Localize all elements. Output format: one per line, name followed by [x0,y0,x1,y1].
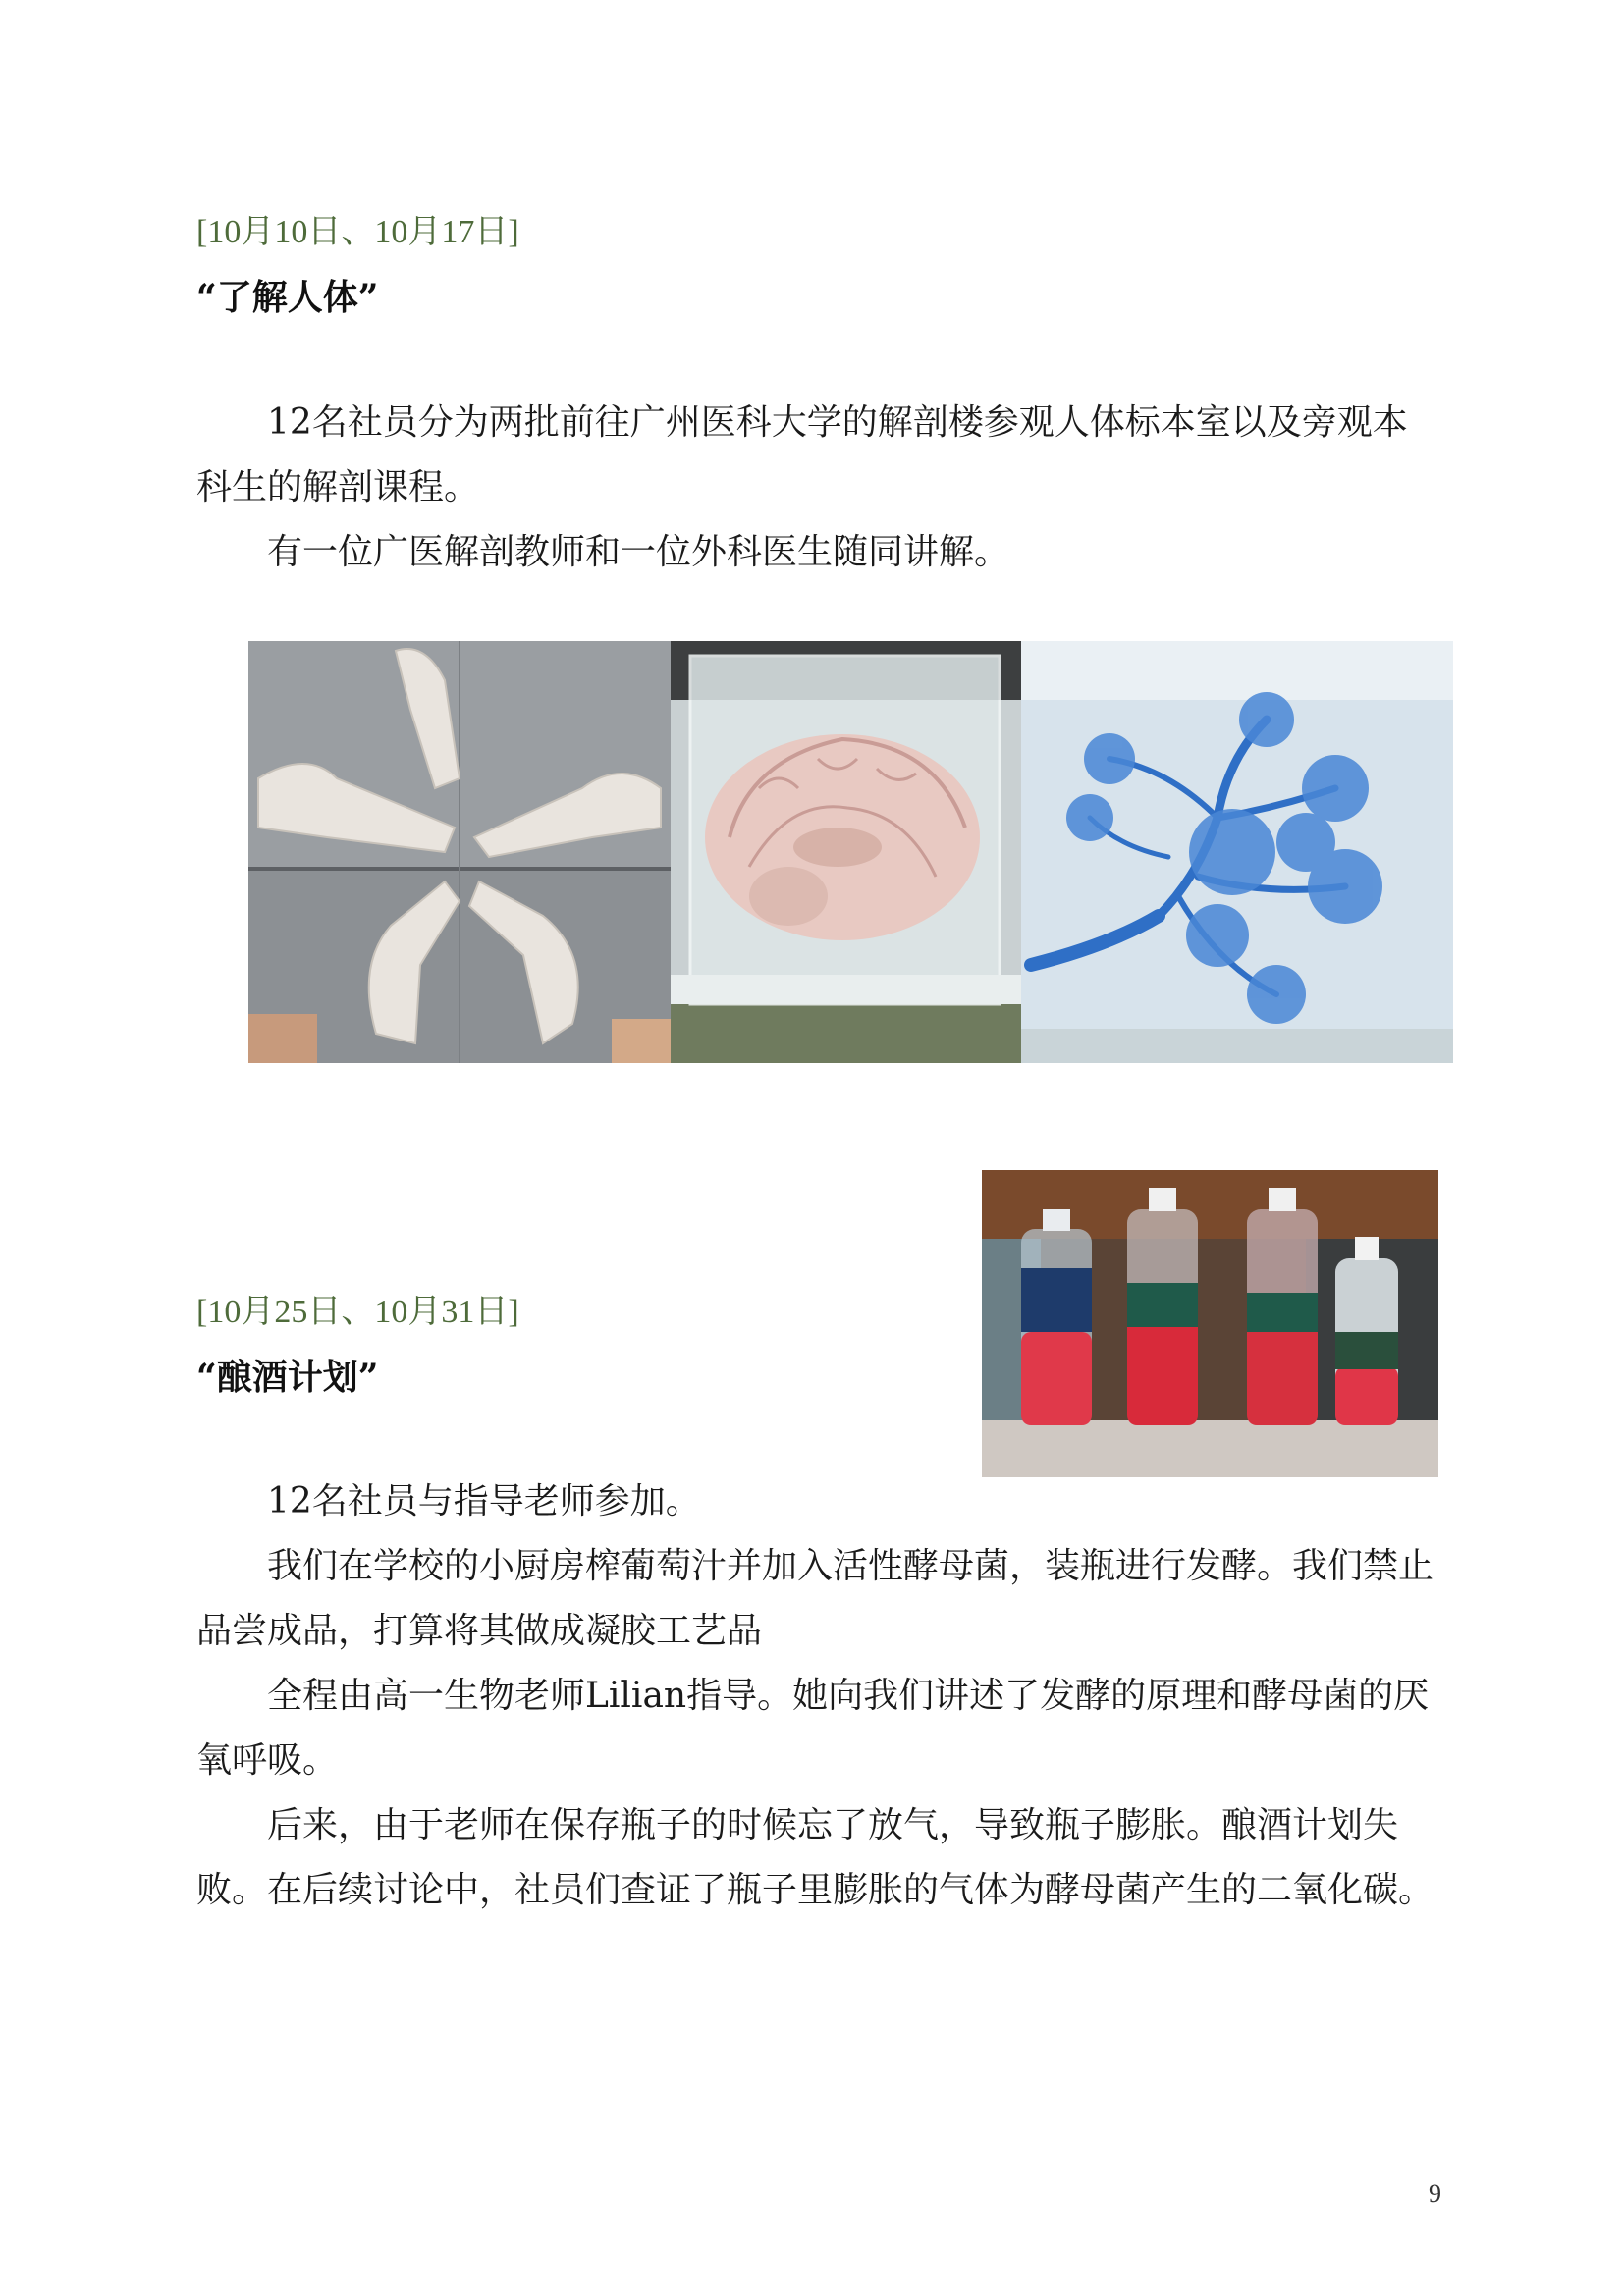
blue-vascular-cast-photo [1021,641,1453,1063]
brain-specimen-photo [671,641,1021,1063]
section1-paragraph-1: 12名社员分为两批前往广州医科大学的解剖楼参观人体标本室以及旁观本科生的解剖课程。 [196,402,1408,507]
fermentation-bottles-photo [982,1170,1438,1477]
section1-body [196,391,1434,585]
section2-body [196,1469,1434,1923]
gloved-hands-star-photo [248,641,671,1063]
section2-paragraph-1: 12名社员与指导老师参加。 [267,1481,701,1522]
page-number: 9 [1429,2179,1441,2208]
section1-paragraph-2: 有一位广医解剖教师和一位外科医生随同讲解。 [267,532,1010,572]
section1-date: [10月10日、10月17日] [196,214,519,250]
section2-paragraph-2: 我们在学校的小厨房榨葡萄汁并加入活性酵母菌，装瓶进行发酵。我们禁止品尝成品，打算将其做成凝胶工艺品 [196,1546,1434,1651]
section2-paragraph-3: 全程由高一生物老师Lilian指导。她向我们讲述了发酵的原理和酵母菌的厌氧呼吸。 [196,1676,1430,1781]
section2-paragraph-4: 后来，由于老师在保存瓶子的时候忘了放气，导致瓶子膨胀。酿酒计划失败。在后续讨论中，社员们查证了瓶子里膨胀的气体为酵母菌产生的二氧化碳。 [196,1805,1434,1910]
section1-title: “了解人体” [196,277,379,318]
section2-date: [10月25日、10月31日] [196,1294,519,1330]
section2-title: “酿酒计划” [196,1357,379,1398]
